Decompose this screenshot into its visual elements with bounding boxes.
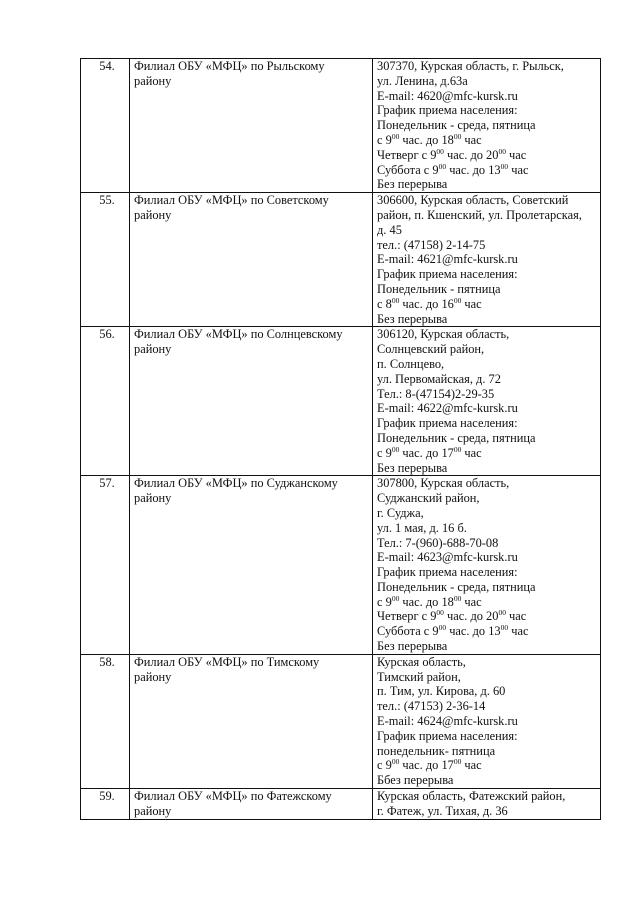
- address-line: 307800, Курская область,: [377, 476, 510, 491]
- schedule-from-minutes: 00: [436, 146, 444, 156]
- address-line: Курская область, Фатежский район,: [377, 789, 566, 804]
- address-line: тел.: (47158) 2-14-75: [377, 237, 486, 252]
- schedule-suffix: час: [461, 132, 482, 147]
- table-row: [81, 193, 601, 327]
- schedule-to-minutes: 00: [500, 161, 509, 171]
- schedule-from-minutes: 00: [391, 757, 400, 767]
- branch-name-line: району: [134, 207, 172, 222]
- schedule-from-hour: 9: [432, 624, 439, 639]
- schedule-line: [377, 624, 600, 639]
- schedule-mid: час. до: [443, 609, 487, 624]
- schedule-prefix: с: [377, 594, 386, 609]
- branch-name-line: Филиал ОБУ «МФЦ» по Фатежскому: [134, 789, 332, 804]
- schedule-line: [377, 446, 600, 461]
- schedule-from-hour: 9: [385, 594, 392, 609]
- table-row: [81, 59, 601, 193]
- schedule-prefix: с: [377, 445, 386, 460]
- schedule-from-minutes: 00: [438, 623, 447, 633]
- schedule-line: [377, 163, 600, 178]
- branch-name: [130, 193, 373, 327]
- schedule-to-minutes: 00: [453, 295, 462, 305]
- schedule-prefix: Четверг с: [377, 147, 431, 162]
- row-number: 55.: [81, 193, 130, 327]
- schedule-from-minutes: 00: [438, 161, 447, 171]
- branch-name-line: Филиал ОБУ «МФЦ» по Суджанскому: [134, 476, 338, 491]
- branch-name-line: району: [134, 491, 172, 506]
- address-line: ул. Первомайская, д. 72: [377, 371, 501, 386]
- branch-contacts: [373, 59, 601, 193]
- address-line: г. Фатеж, ул. Тихая, д. 36: [377, 803, 508, 818]
- address-line: График приема населения:: [377, 416, 518, 431]
- schedule-to-minutes: 00: [453, 444, 462, 454]
- schedule-to-minutes: 00: [453, 757, 462, 767]
- address-line: район, п. Кшенский, ул. Пролетарская,: [377, 207, 582, 222]
- row-number: 59.: [81, 789, 130, 820]
- schedule-suffix: час: [461, 594, 482, 609]
- row-number: 58.: [81, 654, 130, 788]
- schedule-prefix: Суббота с: [377, 162, 433, 177]
- branches-table: [80, 58, 601, 820]
- schedule-from-hour: 9: [430, 609, 437, 624]
- branch-name-line: Филиал ОБУ «МФЦ» по Советскому: [134, 193, 329, 208]
- break-note: Без перерыва: [377, 177, 448, 192]
- branch-name: [130, 476, 373, 655]
- schedule-from-hour: 9: [430, 147, 437, 162]
- address-line: п. Солнцево,: [377, 356, 445, 371]
- branch-name: [130, 654, 373, 788]
- schedule-suffix: час: [461, 296, 482, 311]
- address-line: д. 45: [377, 222, 402, 237]
- address-line: Тел.: 8-(47154)2-29-35: [377, 386, 495, 401]
- branch-name-line: району: [134, 669, 172, 684]
- branch-name-line: району: [134, 803, 172, 818]
- schedule-mid: час. до: [446, 162, 489, 177]
- schedule-prefix: Суббота с: [377, 624, 433, 639]
- schedule-to-hour: 13: [488, 624, 501, 639]
- row-number: 54.: [81, 59, 130, 193]
- table-row: [81, 654, 601, 788]
- schedule-prefix: с: [377, 132, 386, 147]
- schedule-from-hour: 9: [385, 445, 392, 460]
- address-line: График приема населения:: [377, 565, 518, 580]
- row-number: 56.: [81, 327, 130, 476]
- table-row: [81, 789, 601, 820]
- branch-contacts: [373, 654, 601, 788]
- schedule-to-hour: 18: [441, 132, 454, 147]
- schedule-prefix: с: [377, 758, 386, 773]
- schedule-line: [377, 609, 600, 624]
- schedule-mid: час. до: [443, 147, 487, 162]
- address-line: E-mail: 4623@mfc-kursk.ru: [377, 550, 518, 565]
- address-line: Суджанский район,: [377, 491, 480, 506]
- branch-name-line: Филиал ОБУ «МФЦ» по Солнцевскому: [134, 327, 343, 342]
- address-line: График приема населения:: [377, 267, 518, 282]
- schedule-to-hour: 13: [488, 162, 501, 177]
- break-note: Без перерыва: [377, 639, 448, 654]
- schedule-from-minutes: 00: [391, 593, 400, 603]
- schedule-mid: час. до: [399, 445, 442, 460]
- schedule-to-minutes: 00: [453, 593, 462, 603]
- address-line: ул. Ленина, д.63а: [377, 73, 468, 88]
- address-line: г. Суджа,: [377, 505, 424, 520]
- address-line: E-mail: 4620@mfc-kursk.ru: [377, 88, 518, 103]
- schedule-mid: час. до: [399, 132, 442, 147]
- schedule-mid: час. до: [446, 624, 489, 639]
- schedule-line: [377, 148, 600, 163]
- schedule-prefix: с: [377, 296, 386, 311]
- schedule-from-hour: 9: [385, 132, 392, 147]
- address-line: 306600, Курская область, Советский: [377, 193, 569, 208]
- branch-name-line: Филиал ОБУ «МФЦ» по Рыльскому: [134, 59, 325, 73]
- address-line: Понедельник - среда, пятница: [377, 430, 536, 445]
- address-line: График приема населения:: [377, 728, 518, 743]
- address-line: Солнцевский район,: [377, 342, 485, 357]
- branch-name: [130, 327, 373, 476]
- schedule-from-minutes: 00: [391, 444, 400, 454]
- table-row: [81, 327, 601, 476]
- address-line: ул. 1 мая, д. 16 б.: [377, 520, 467, 535]
- schedule-line: [377, 758, 600, 773]
- table-row: [81, 476, 601, 655]
- break-note: Без перерыва: [377, 460, 448, 475]
- schedule-to-hour: 20: [486, 609, 499, 624]
- break-note: Ббез перерыва: [377, 773, 454, 788]
- schedule-suffix: час: [505, 609, 527, 624]
- address-line: Тел.: 7-(960)-688-70-08: [377, 535, 499, 550]
- schedule-from-minutes: 00: [391, 131, 400, 141]
- schedule-to-minutes: 00: [498, 146, 506, 156]
- break-note: Без перерыва: [377, 311, 448, 326]
- schedule-to-hour: 20: [486, 147, 499, 162]
- address-line: Курская область,: [377, 654, 466, 669]
- schedule-to-hour: 18: [441, 594, 454, 609]
- branch-contacts: [373, 789, 601, 820]
- branch-contacts: [373, 476, 601, 655]
- branch-name-line: району: [134, 342, 172, 357]
- schedule-to-minutes: 00: [498, 608, 506, 618]
- address-line: понедельник- пятница: [377, 743, 496, 758]
- address-line: Понедельник - пятница: [377, 281, 501, 296]
- address-line: E-mail: 4621@mfc-kursk.ru: [377, 252, 518, 267]
- schedule-line: [377, 595, 600, 610]
- schedule-from-hour: 9: [432, 162, 439, 177]
- schedule-from-minutes: 00: [436, 608, 444, 618]
- schedule-line: [377, 297, 600, 312]
- address-line: Понедельник - среда, пятница: [377, 579, 536, 594]
- address-line: Понедельник - среда, пятница: [377, 118, 536, 133]
- address-line: тел.: (47153) 2-36-14: [377, 699, 486, 714]
- schedule-from-hour: 9: [385, 758, 392, 773]
- schedule-suffix: час: [508, 162, 529, 177]
- schedule-from-minutes: 00: [391, 295, 400, 305]
- branch-name-line: району: [134, 73, 172, 88]
- schedule-suffix: час: [505, 147, 527, 162]
- schedule-mid: час. до: [399, 594, 442, 609]
- branch-name: [130, 59, 373, 193]
- schedule-to-minutes: 00: [500, 623, 509, 633]
- schedule-to-hour: 17: [441, 758, 454, 773]
- schedule-to-minutes: 00: [453, 131, 462, 141]
- branch-contacts: [373, 327, 601, 476]
- address-line: Тимский район,: [377, 669, 461, 684]
- branch-name-line: Филиал ОБУ «МФЦ» по Тимскому: [134, 654, 320, 669]
- schedule-to-hour: 16: [441, 296, 454, 311]
- address-line: 306120, Курская область,: [377, 327, 510, 342]
- address-line: п. Тим, ул. Кирова, д. 60: [377, 684, 506, 699]
- branch-contacts: [373, 193, 601, 327]
- address-line: E-mail: 4622@mfc-kursk.ru: [377, 401, 518, 416]
- address-line: График приема населения:: [377, 103, 518, 118]
- address-line: E-mail: 4624@mfc-kursk.ru: [377, 714, 518, 729]
- schedule-prefix: Четверг с: [377, 609, 431, 624]
- branches-table-body: [81, 59, 601, 820]
- schedule-mid: час. до: [399, 758, 442, 773]
- schedule-line: [377, 133, 600, 148]
- row-number: 57.: [81, 476, 130, 655]
- schedule-to-hour: 17: [441, 445, 454, 460]
- address-line: 307370, Курская область, г. Рыльск,: [377, 59, 564, 73]
- schedule-mid: час. до: [399, 296, 442, 311]
- schedule-suffix: час: [461, 758, 482, 773]
- schedule-suffix: час: [461, 445, 482, 460]
- schedule-suffix: час: [508, 624, 529, 639]
- branch-name: [130, 789, 373, 820]
- schedule-from-hour: 8: [385, 296, 392, 311]
